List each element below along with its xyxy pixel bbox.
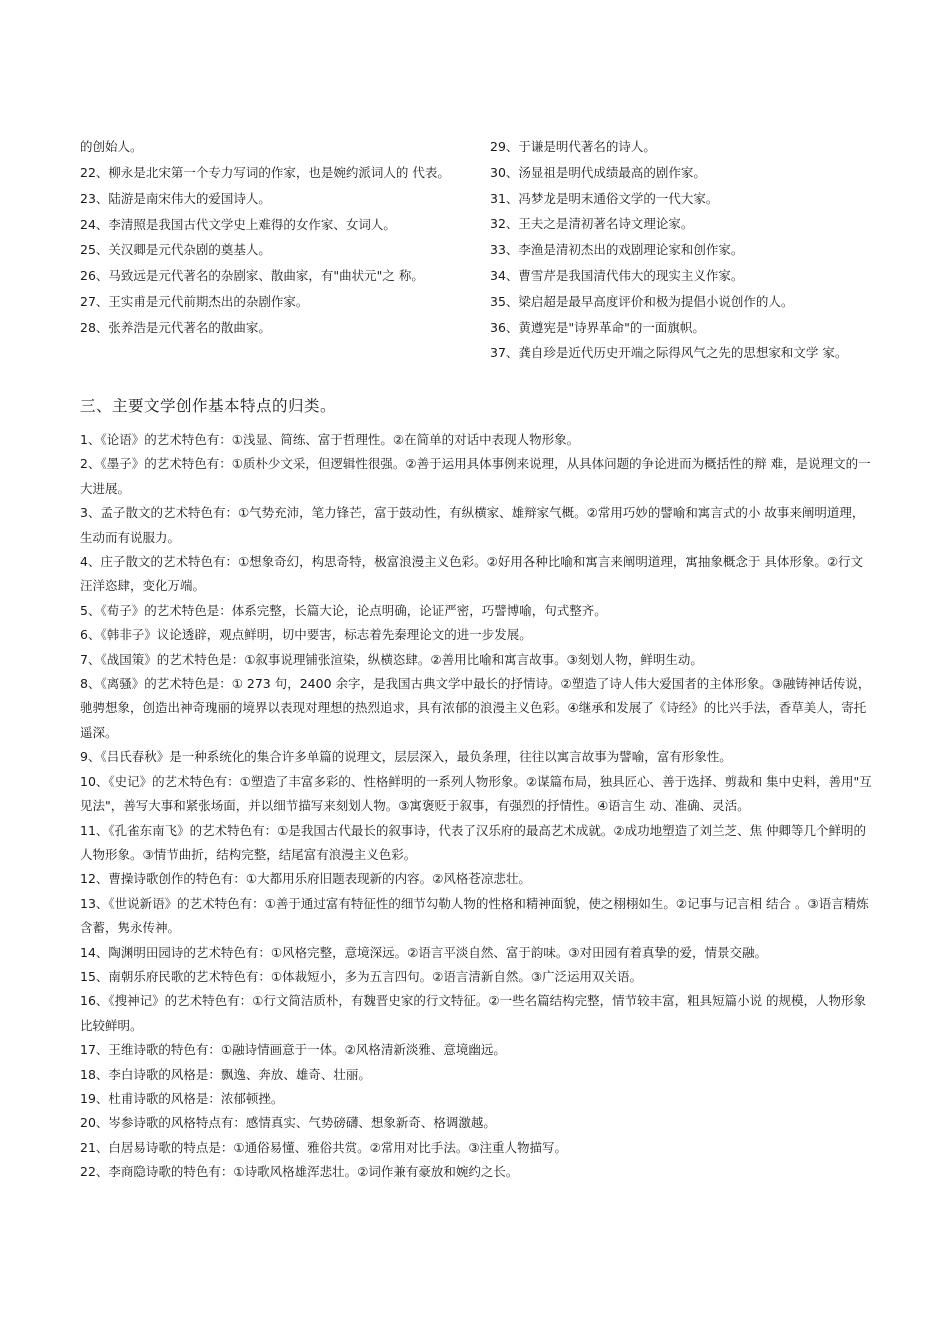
list-item: 26、马致远是元代著名的杂剧家、散曲家，有"曲状元"之 称。	[80, 268, 424, 284]
left-column	[80, 134, 490, 366]
two-column-list	[80, 134, 880, 366]
feature-item: 5、《荀子》的艺术特色是：体系完整，长篇大论，论点明确，论证严密，巧譬博喻，句式整齐。	[80, 602, 607, 618]
feature-item: 6、《韩非子》议论透辟，观点鲜明，切中要害，标志着先秦理论文的进一步发展。	[80, 627, 532, 643]
feature-item: 8、《离骚》的艺术特色是：① 273 句，2400 余字，是我国古典文学中最长的抒情诗。②塑造了诗人伟大爱国者的主体形象。③融铸神话传说，驰骋想象，创造出神奇瑰丽的境界以表现对理想的热烈追求，具有浓郁的浪漫主义色彩。④继承和发展了《诗经》的比兴手法，香草美人，寄托遥深。	[80, 676, 871, 740]
feature-list	[80, 428, 875, 1185]
feature-item: 19、杜甫诗歌的风格是：浓郁顿挫。	[80, 1090, 284, 1106]
list-item: 35、梁启超是最早高度评价和极为提倡小说创作的人。	[490, 293, 794, 309]
right-column	[490, 134, 880, 366]
feature-item: 18、李白诗歌的风格是：飘逸、奔放、雄奇、壮丽。	[80, 1066, 371, 1082]
feature-item: 20、岑参诗歌的风格特点有：感情真实、气势磅礴、想象新奇、格调激越。	[80, 1115, 496, 1131]
feature-item: 10、《史记》的艺术特色有：①塑造了丰富多彩的、性格鲜明的一系列人物形象。②谋篇布局，独具匠心、善于选择、剪裁和 集中史料，善用"互见法"，善写大事和紧张场面，并以细节描写来刻划人物。③寓褒贬于叙事，有强烈的抒情性。④语言生 动、准确、灵活。	[80, 773, 872, 814]
list-item: 29、于谦是明代著名的诗人。	[490, 139, 656, 154]
list-item: 28、张养浩是元代著名的散曲家。	[80, 319, 271, 335]
feature-item: 11、《孔雀东南飞》的艺术特色有：①是我国古代最长的叙事诗，代表了汉乐府的最高艺术成就。②成功地塑造了刘兰芝、焦 仲卿等几个鲜明的人物形象。③情节曲折，结构完整，结尾富有浪漫主义色彩。	[80, 822, 867, 862]
feature-item: 22、李商隐诗歌的特色有：①诗歌风格雄浑悲壮。②词作兼有豪放和婉约之长。	[80, 1164, 519, 1180]
feature-item: 17、王维诗歌的特色有：①融诗情画意于一体。②风格清新淡雅、意境幽远。	[80, 1042, 506, 1058]
list-item: 27、王实甫是元代前期杰出的杂剧作家。	[80, 293, 309, 309]
section-title: 三、主要文学创作基本特点的归类。	[80, 397, 337, 415]
list-item: 34、曹雪芹是我国清代伟大的现实主义作家。	[490, 267, 744, 283]
feature-item: 4、庄子散文的艺术特色有：①想象奇幻，构思奇特，极富浪漫主义色彩。②好用各种比喻和寓言来阐明道理，寓抽象概念于 具体形象。②行文汪洋恣肆，变化万端。	[80, 554, 864, 594]
feature-item: 1、《论语》的艺术特色有：①浅显、简练、富于哲理性。②在简单的对话中表现人物形象。	[80, 432, 580, 447]
list-item: 36、黄遵宪是"诗界革命"的一面旗帜。	[490, 319, 705, 335]
feature-item: 2、《墨子》的艺术特色有：①质朴少文采，但逻辑性很强。②善于运用具体事例来说理，从具体问题的争论进而为概括性的辩 难，是说理文的一大进展。	[80, 456, 871, 496]
list-item: 22、柳永是北宋第一个专力写词的作家，也是婉约派词人的 代表。	[80, 164, 450, 180]
list-item: 32、王夫之是清初著名诗文理论家。	[490, 216, 694, 232]
feature-item: 12、曹操诗歌创作的特色有：①大都用乐府旧题表现新的内容。②风格苍凉悲壮。	[80, 871, 531, 887]
list-item: 的创始人。	[80, 139, 143, 154]
list-item: 31、冯梦龙是明末通俗文学的一代大家。	[490, 190, 719, 206]
feature-item: 16、《搜神记》的艺术特色有：①行文简洁质朴，有魏晋史家的行文特征。②一些名篇结构完整，情节较丰富，粗具短篇小说 的规模，人物形象比较鲜明。	[80, 993, 867, 1033]
feature-item: 3、孟子散文的艺术特色有：①气势充沛，笔力锋芒，富于鼓动性，有纵横家、雄辩家气概。②常用巧妙的譬喻和寓言式的小 故事来阐明道理，生动而有说服力。	[80, 505, 865, 545]
feature-item: 15、南朝乐府民歌的艺术特色有：①体裁短小，多为五言四句。②语言清新自然。③广泛运用双关语。	[80, 968, 643, 984]
list-item: 30、汤显祖是明代成绩最高的剧作家。	[490, 164, 706, 180]
feature-item: 21、白居易诗歌的特点是：①通俗易懂、雅俗共赏。②常用对比手法。③注重人物描写。	[80, 1139, 568, 1155]
feature-item: 13、《世说新语》的艺术特色有：①善于通过富有特征性的细节勾勒人物的性格和精神面貌，使之栩栩如生。②记事与记言相 结合 。③语言精炼含蓄，隽永传神。	[80, 895, 869, 936]
feature-item: 14、陶渊明田园诗的艺术特色有：①风格完整，意境深远。②语言平淡自然、富于韵味。③对田园有着真挚的爱，情景交融。	[80, 944, 768, 960]
list-item: 24、李清照是我国古代文学史上难得的女作家、女词人。	[80, 216, 396, 232]
feature-item: 7、《战国策》的艺术特色是：①叙事说理铺张渲染，纵横恣肆。②善用比喻和寓言故事。③刻划人物，鲜明生动。	[80, 651, 703, 667]
list-item: 23、陆游是南宋伟大的爱国诗人。	[80, 190, 271, 206]
list-item: 25、关汉卿是元代杂剧的奠基人。	[80, 242, 271, 258]
feature-item: 9、《吕氏春秋》是一种系统化的集合许多单篇的说理文，层层深入，最负条理，往往以寓言故事为譬喻，富有形象性。	[80, 749, 732, 765]
list-item: 37、龚自珍是近代历史开端之际得风气之先的思想家和文学 家。	[490, 345, 848, 361]
list-item: 33、李渔是清初杰出的戏剧理论家和创作家。	[490, 242, 744, 258]
